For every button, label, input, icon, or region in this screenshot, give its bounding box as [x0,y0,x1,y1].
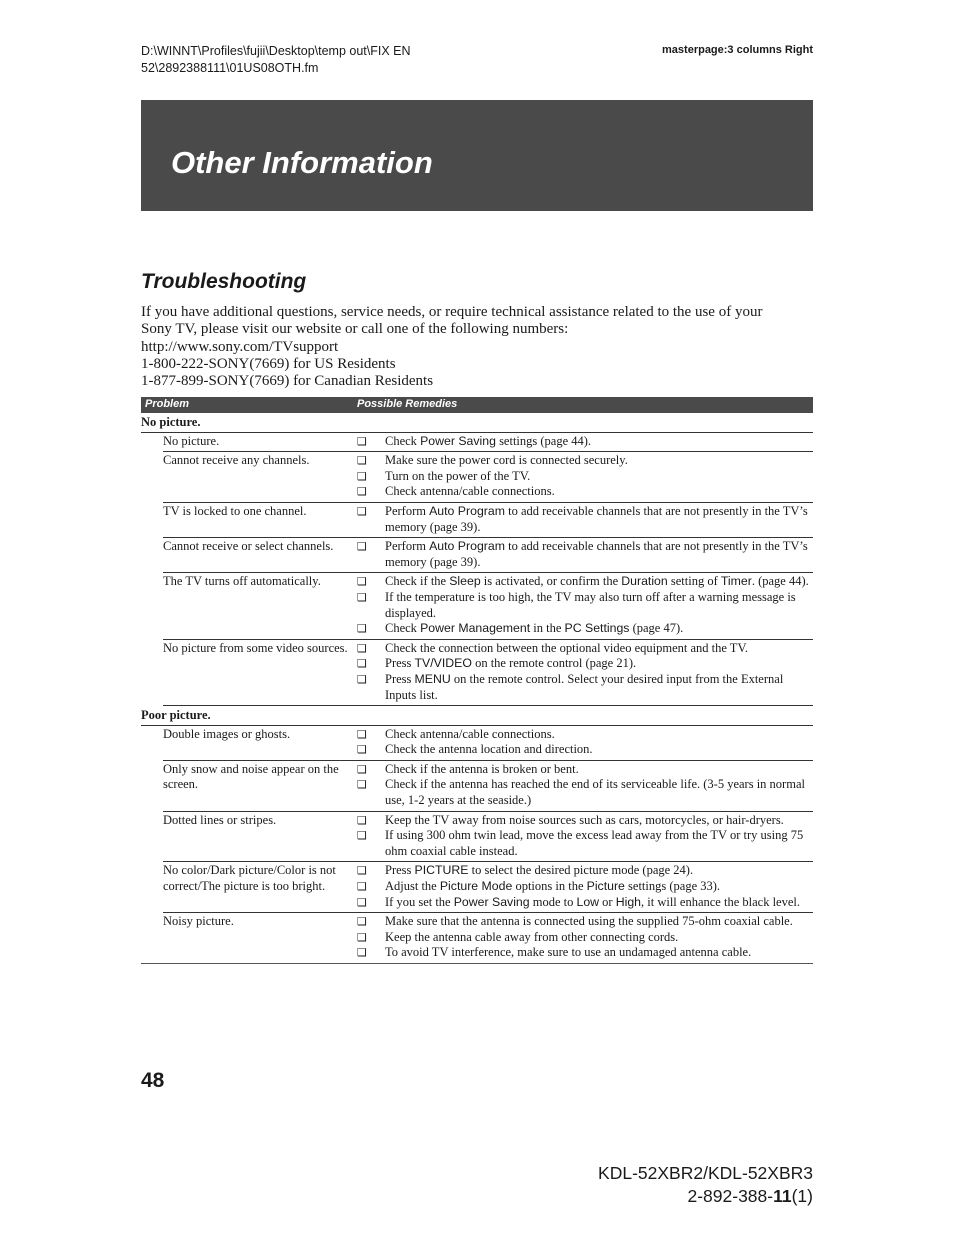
menu-term: PICTURE [414,863,469,878]
remedies-cell [357,434,813,450]
remedy-text-segment: Check the connection between the optional video equipment and the TV. [385,640,748,655]
menu-term: Picture [586,879,625,894]
remedy-item [357,727,813,743]
remedy-item [357,777,813,808]
remedy-text [385,777,813,808]
remedy-text-segment: Make sure that the antenna is connected using the supplied 75-ohm coaxial cable. [385,914,793,929]
remedy-text-segment: options in the [512,879,587,894]
model-info [598,1162,813,1208]
remedies-cell [357,813,813,860]
checkbox-icon: ❑ [357,657,367,671]
table-row [163,452,813,503]
menu-term: PC Settings [564,621,630,636]
intro-line: If you have additional questions, service needs, or require technical assistance related to the use of your [141,304,763,320]
remedy-text-segment: Press [385,671,415,686]
remedy-item [357,813,813,829]
remedy-item [357,742,813,758]
table-row [141,913,813,964]
file-path [141,43,411,77]
remedy-item [357,484,813,500]
checkbox-icon: ❑ [357,590,367,604]
column-header-remedies: Possible Remedies [357,398,458,410]
remedy-text-segment: on the remote control (page 21). [471,656,637,671]
table-row [163,640,813,706]
menu-term: Power Management [420,621,531,636]
problem-cell: No picture from some video sources. [163,640,348,655]
remedy-text-segment: or [599,894,616,909]
remedy-text [385,434,813,450]
remedy-text-segment: Keep the antenna cable away from other connecting cords. [385,929,679,944]
remedy-text-segment: Keep the TV away from noise sources such as cars, motorcycles, or hair-dryers. [385,812,784,827]
table-body [141,413,813,964]
remedy-text-segment: Check antenna/cable connections. [385,726,555,741]
remedy-text [385,727,813,743]
remedy-text [385,945,813,961]
model-number: KDL-52XBR2/KDL-52XBR3 [598,1163,813,1183]
remedies-cell [357,641,813,703]
remedy-text [385,590,813,621]
menu-term: High [615,894,642,909]
remedy-text-segment: If the temperature is too high, the TV may also turn off after a warning message is displayed. [385,589,796,620]
checkbox-icon: ❑ [357,880,367,894]
chapter-title: Other Information [171,145,433,180]
remedy-item [357,895,813,911]
remedies-cell [357,762,813,809]
checkbox-icon: ❑ [357,895,367,909]
checkbox-icon: ❑ [357,485,367,499]
code-suffix: (1) [791,1186,813,1206]
remedy-item [357,762,813,778]
remedy-text-segment: Check if the [385,574,450,589]
remedies-cell [357,504,813,535]
remedy-item [357,621,813,637]
canada-phone: 1-877-899-SONY(7669) for Canadian Residents [141,373,434,390]
menu-term: Sleep [449,574,481,589]
problem-cell: No color/Dark picture/Color is not correct/The picture is too bright. [163,863,336,894]
remedy-item [357,641,813,657]
table-row [163,503,813,538]
checkbox-icon: ❑ [357,727,367,741]
masterpage-label: masterpage:3 columns Right [662,44,813,56]
checkbox-icon: ❑ [357,504,367,518]
remedy-item [357,945,813,961]
menu-term: Auto Program [429,539,505,554]
remedy-item [357,434,813,450]
remedy-item [357,453,813,469]
remedy-text-segment: Check if the antenna is broken or bent. [385,761,579,776]
support-url: http://www.sony.com/TVsupport [141,338,339,355]
file-path-line-1: D:\WINNT\Profiles\fujii\Desktop\temp out\FIX EN [141,44,411,58]
remedy-text-segment: to select the desired picture mode (page 24). [468,863,694,878]
menu-term: TV/VIDEO [414,656,472,671]
remedy-text-segment: (page 47). [629,621,684,636]
remedy-text-segment: Check antenna/cable connections. [385,484,555,499]
remedy-text [385,453,813,469]
problem-cell: Noisy picture. [163,914,234,929]
checkbox-icon: ❑ [357,540,367,554]
file-path-line-2: 52\2892388111\01US08OTH.fm [141,61,319,75]
remedies-cell [357,863,813,910]
remedy-text-segment: Press [385,656,415,671]
table-header [141,397,813,413]
table-row [163,761,813,812]
remedy-text [385,762,813,778]
checkbox-icon: ❑ [357,930,367,944]
checkbox-icon: ❑ [357,778,367,792]
problem-cell: Double images or ghosts. [163,726,291,741]
remedy-text [385,813,813,829]
remedy-item [357,574,813,590]
remedy-text-segment: in the [530,621,565,636]
remedies-cell [357,914,813,961]
remedy-item [357,590,813,621]
remedy-text [385,539,813,570]
checkbox-icon: ❑ [357,946,367,960]
remedy-text-segment: . (page 44). [751,574,809,589]
section-title: Troubleshooting [141,270,307,293]
checkbox-icon: ❑ [357,672,367,686]
checkbox-icon: ❑ [357,622,367,636]
remedy-text-segment: Turn on the power of the TV. [385,468,531,483]
remedy-text-segment: , it will enhance the black level. [641,894,800,909]
remedy-item [357,863,813,879]
remedy-text [385,828,813,859]
remedy-text-segment: settings (page 44). [495,433,592,448]
remedy-text-segment: Perform [385,539,430,554]
problem-cell: Only snow and noise appear on the screen. [163,761,339,792]
remedy-item [357,914,813,930]
remedy-text [385,641,813,657]
remedy-text [385,895,813,911]
checkbox-icon: ❑ [357,469,367,483]
remedy-text-segment: If you set the [385,894,454,909]
remedy-text [385,742,813,758]
table-row [163,862,813,913]
remedy-item [357,656,813,672]
remedy-text-segment: To avoid TV interference, make sure to use an undamaged antenna cable. [385,945,752,960]
remedy-text-segment: to add receivable channels that are not presently in the TV’s memory (page 39). [385,539,808,569]
remedy-text [385,914,813,930]
menu-term: Power Saving [420,433,496,448]
remedy-text-segment: Perform [385,503,430,518]
remedy-text [385,504,813,535]
remedy-item [357,469,813,485]
remedy-text-segment: on the remote control. Select your desired input from the External Inputs list. [385,671,784,702]
checkbox-icon: ❑ [357,762,367,776]
intro-line: Sony TV, please visit our website or call one of the following numbers: [141,321,569,338]
checkbox-icon: ❑ [357,743,367,757]
remedy-item [357,504,813,535]
remedy-item [357,879,813,895]
remedy-text-segment: Make sure the power cord is connected securely. [385,453,628,468]
checkbox-icon: ❑ [357,434,367,448]
problem-cell: Cannot receive any channels. [163,453,310,468]
code-revision: 11 [773,1186,792,1206]
chapter-banner [141,100,813,211]
remedy-text [385,879,813,895]
document-code [598,1185,813,1208]
table-row [163,812,813,863]
remedy-text [385,656,813,672]
problem-cell: Cannot receive or select channels. [163,539,334,554]
remedy-item [357,539,813,570]
intro-paragraph [141,304,813,390]
category-heading: No picture. [141,413,813,433]
remedy-text-segment: settings (page 33). [624,879,721,894]
problem-cell: The TV turns off automatically. [163,574,321,589]
table-row [163,573,813,639]
menu-term: Timer [720,574,752,589]
remedies-cell [357,539,813,570]
checkbox-icon: ❑ [357,915,367,929]
remedy-text-segment: Check [385,621,421,636]
us-phone: 1-800-222-SONY(7669) for US Residents [141,355,396,372]
checkbox-icon: ❑ [357,829,367,843]
remedy-text [385,930,813,946]
table-row [163,726,813,761]
troubleshooting-table [141,397,813,964]
table-row [163,433,813,453]
remedy-text [385,863,813,879]
menu-term: MENU [414,671,451,686]
problem-cell: Dotted lines or stripes. [163,812,277,827]
remedy-text [385,484,813,500]
remedies-cell [357,727,813,758]
checkbox-icon: ❑ [357,813,367,827]
menu-term: Auto Program [429,503,505,518]
remedy-text-segment: If using 300 ohm twin lead, move the excess lead away from the TV or try using 75 ohm coaxial cable instead. [385,828,804,858]
remedy-text [385,672,813,703]
remedy-item [357,930,813,946]
remedy-text-segment: Check [385,433,421,448]
menu-term: Low [576,894,600,909]
remedy-text-segment: mode to [529,894,577,909]
problem-cell: TV is locked to one channel. [163,503,307,518]
menu-term: Duration [621,574,668,589]
remedy-text [385,574,813,590]
checkbox-icon: ❑ [357,575,367,589]
checkbox-icon: ❑ [357,864,367,878]
remedy-text [385,469,813,485]
remedy-text-segment: setting of [667,574,721,589]
menu-term: Picture Mode [439,879,513,894]
problem-cell: No picture. [163,433,220,448]
remedy-item [357,828,813,859]
remedy-text-segment: Adjust the [385,879,440,894]
remedy-text-segment: Check the antenna location and direction. [385,742,593,757]
remedy-text-segment: Press [385,863,415,878]
remedy-text-segment: is activated, or confirm the [480,574,622,589]
code-prefix: 2-892-388- [687,1186,774,1206]
menu-term: Power Saving [453,894,530,909]
checkbox-icon: ❑ [357,454,367,468]
table-row [163,538,813,573]
remedies-cell [357,574,813,636]
page-number: 48 [141,1069,165,1092]
column-header-problem: Problem [145,398,190,410]
category-heading: Poor picture. [141,706,813,726]
checkbox-icon: ❑ [357,641,367,655]
remedies-cell [357,453,813,500]
remedy-text-segment: to add receivable channels that are not presently in the TV’s memory (page 39). [385,503,808,534]
remedy-text [385,621,813,637]
remedy-item [357,672,813,703]
remedy-text-segment: Check if the antenna has reached the end of its serviceable life. (3-5 years in normal use, 1-2 years at the seaside.) [385,777,805,808]
